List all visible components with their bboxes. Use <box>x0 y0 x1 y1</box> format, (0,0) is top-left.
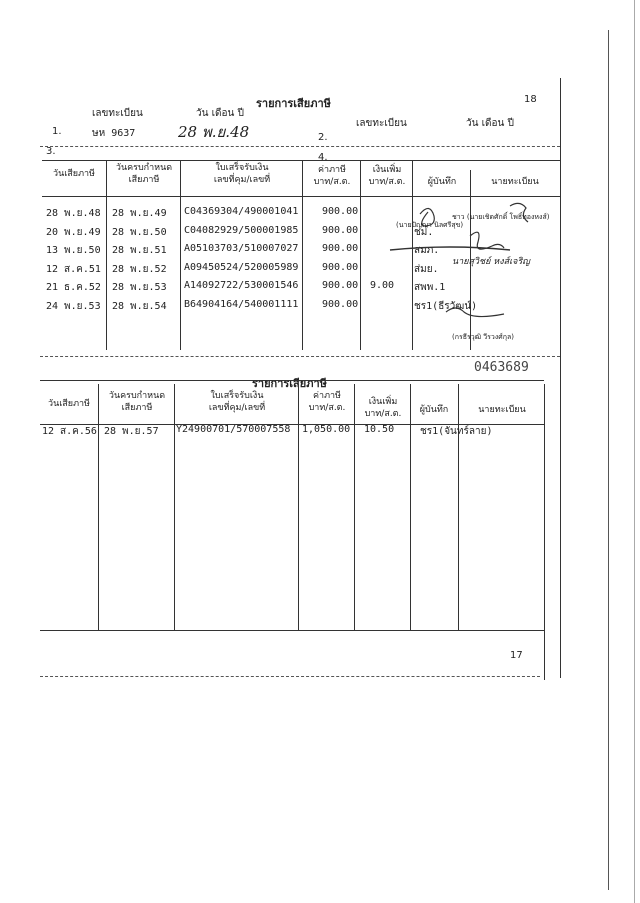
col-header-tax: ค่าภาษี บาท/ส.ต. <box>313 165 351 187</box>
col2-header-extra: เงินเพิ่ม บาท/ส.ต. <box>364 397 402 419</box>
cell-recorder: สพพ.1 <box>414 282 446 293</box>
cell-recorder: ชร1(ธีรวัฒน์) <box>414 300 478 312</box>
row-num-2: 2. <box>318 132 328 143</box>
card2-right-edge <box>544 384 545 680</box>
row-num-4: 4. <box>318 152 328 163</box>
page-edge-line <box>608 30 609 890</box>
cell-due: 28 พ.ย.57 <box>104 426 159 437</box>
dashed-divider <box>40 146 560 147</box>
cell-receipt: C04082929/500001985 <box>184 224 299 236</box>
table2-top-line <box>40 380 544 381</box>
cell-extra: 10.50 <box>364 424 395 435</box>
cell-recorder: ส่มย. <box>414 263 439 275</box>
table1-col-line <box>360 160 361 350</box>
cell-tax: 1,050.00 <box>302 424 351 435</box>
reg-value-1: ษห 9637 <box>92 128 136 139</box>
table2-col-line <box>410 384 411 630</box>
cell-due: 28 พ.ย.51 <box>112 245 167 256</box>
cell-paid: 28 พ.ย.48 <box>46 208 101 219</box>
row-num-1: 1. <box>52 126 62 137</box>
card-right-edge <box>560 78 561 678</box>
cell-receipt: A05103703/510007027 <box>184 243 299 254</box>
col-header-due: วันครบกำหนด เสียภาษี <box>115 163 173 185</box>
cell-recorder: สมภ. <box>414 245 440 256</box>
cell-paid: 12 ส.ค.56 <box>42 426 97 437</box>
date-label-right: วัน เดือน ปี <box>466 118 514 129</box>
cell-extra: 9.00 <box>370 280 395 291</box>
col-header-paid: วันเสียภาษี <box>53 169 95 179</box>
section2-title: รายการเสียภาษี <box>252 377 327 390</box>
cell-receipt: B64904164/540001111 <box>184 298 299 310</box>
partial-number: 0463689 <box>474 360 529 375</box>
dashed-divider <box>40 356 560 357</box>
page-edge-line-outer <box>634 0 635 903</box>
cell-tax: 900.00 <box>322 206 359 217</box>
cell-due: 28 พ.ย.54 <box>112 300 167 312</box>
row-num-3: 3. <box>46 146 56 157</box>
table1-col-line <box>302 160 303 350</box>
cell-receipt: C04369304/490001041 <box>184 206 299 217</box>
cell-paid: 12 ส.ค.51 <box>46 263 101 275</box>
cell-tax: 900.00 <box>322 224 359 236</box>
page-number-bottom: 17 <box>510 650 523 661</box>
table1-col-line <box>106 160 107 350</box>
cell-paid: 24 พ.ย.53 <box>46 300 101 312</box>
dashed-divider <box>40 676 540 677</box>
table2-col-line <box>298 384 299 630</box>
cell-paid: 13 พ.ย.50 <box>46 245 101 256</box>
date-value-1: 28 พ.ย.48 <box>178 123 250 141</box>
cell-recorder: ชม. <box>414 226 434 238</box>
cell-receipt: Y24900701/570007558 <box>176 424 291 435</box>
col2-header-receipt: ใบเสร็จรับเงิน เลขที่คุม/เลขที่ <box>208 391 266 413</box>
table2-col-line <box>354 384 355 630</box>
col2-header-paid: วันเสียภาษี <box>48 399 90 409</box>
cell-paid: 20 พ.ย.49 <box>46 226 101 238</box>
date-label-left: วัน เดือน ปี <box>196 108 244 119</box>
table1-col-line <box>180 160 181 350</box>
table2-col-line <box>174 384 175 630</box>
sign-text-1: (นายปัญญา นิลศรีสุข) <box>396 221 464 229</box>
cell-due: 28 พ.ย.53 <box>112 282 167 293</box>
sign-text-3: นายสุวิชย์ หงส์เจริญ <box>452 257 530 267</box>
reg-label-left: เลขทะเบียน <box>92 108 143 119</box>
page-number-top: 18 <box>524 94 537 105</box>
cell-due: 28 พ.ย.50 <box>112 226 167 238</box>
cell-due: 28 พ.ย.52 <box>112 263 167 275</box>
col2-header-tax: ค่าภาษี บาท/ส.ต. <box>308 391 346 413</box>
col-header-extra: เงินเพิ่ม บาท/ส.ต. <box>368 165 406 187</box>
table2-col-line <box>458 384 459 630</box>
table2-bottom-line <box>40 630 544 631</box>
col2-header-recorder: ผู้บันทึก <box>419 405 449 415</box>
cell-recorder: ชร1(จันทร์ลาย) <box>420 426 493 437</box>
reg-label-right: เลขทะเบียน <box>356 118 407 129</box>
sign-text-4: (กรธีรวุฒิ วีรวงศ์กุล) <box>452 333 514 341</box>
cell-receipt: A14092722/530001546 <box>184 280 299 291</box>
cell-tax: 900.00 <box>322 261 359 273</box>
cell-tax: 900.00 <box>322 298 359 310</box>
sign-text-2: ชาว (นายเชิดศักดิ์ โพธิ์ทองหงส์) <box>452 213 550 221</box>
cell-paid: 21 ธ.ค.52 <box>46 282 101 293</box>
cell-due: 28 พ.ย.49 <box>112 208 167 219</box>
col-header-receipt: ใบเสร็จรับเงิน เลขที่คุม/เลขที่ <box>213 163 271 185</box>
table2-col-line <box>98 384 99 630</box>
cell-tax: 900.00 <box>322 243 359 254</box>
cell-tax: 900.00 <box>322 280 359 291</box>
col-header-registrar: นายทะเบียน <box>491 177 539 187</box>
section1-title: รายการเสียภาษี <box>256 97 331 110</box>
table1-top-line <box>42 160 560 161</box>
col-header-recorder: ผู้บันทึก <box>427 177 457 187</box>
col2-header-registrar: นายทะเบียน <box>478 405 526 415</box>
col2-header-due: วันครบกำหนด เสียภาษี <box>108 391 166 413</box>
cell-receipt: A09450524/520005989 <box>184 261 299 273</box>
